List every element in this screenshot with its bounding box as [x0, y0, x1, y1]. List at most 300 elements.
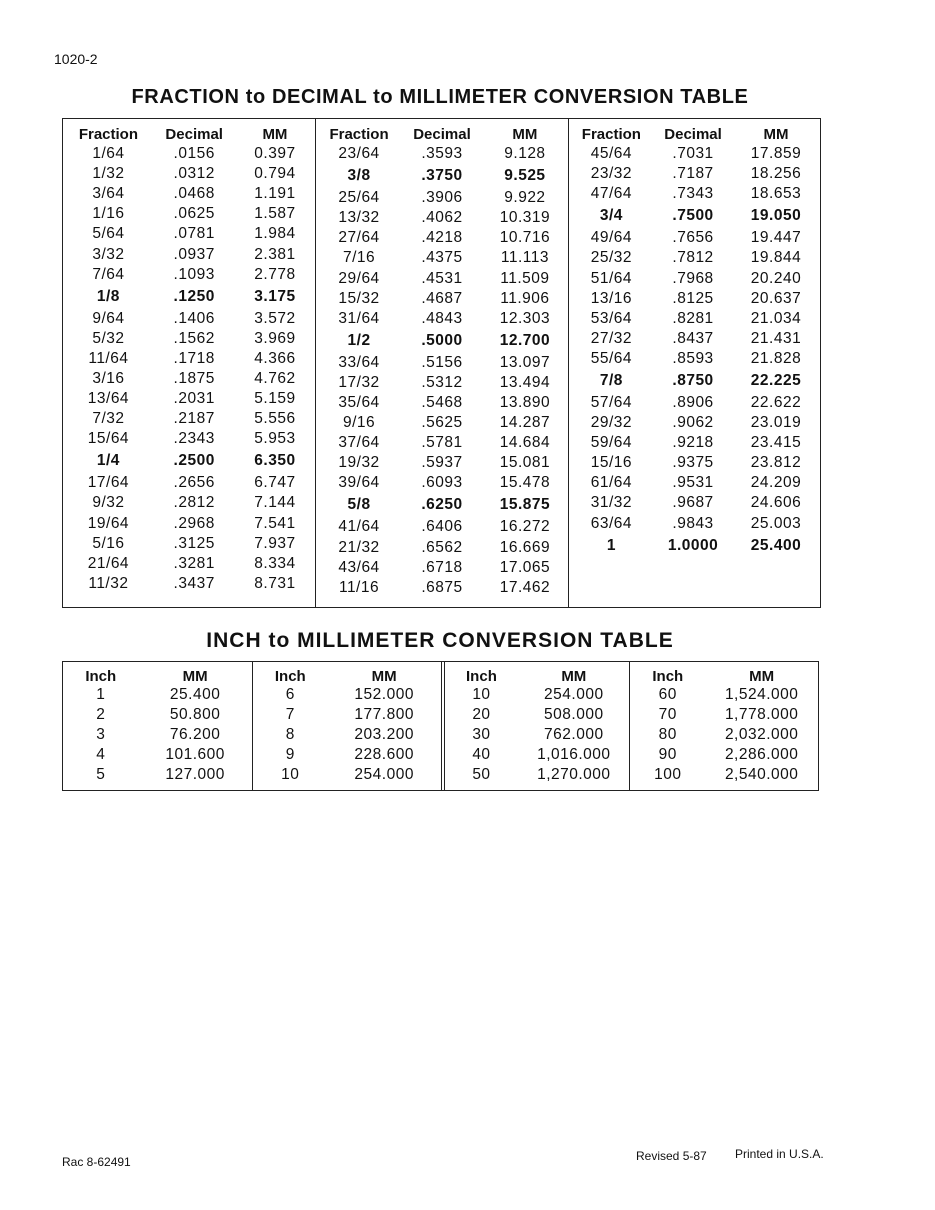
table-row: [569, 369, 820, 393]
decimal-cell: .0156: [173, 145, 215, 163]
decimal-cell: .4218: [421, 229, 463, 247]
table-row: [316, 433, 567, 453]
mm-cell: 0.794: [254, 165, 296, 183]
mm-cell: 19.844: [750, 249, 802, 267]
fraction-cell: 1: [606, 536, 616, 554]
fraction-cell: 39/64: [338, 474, 380, 492]
mm-cell: 2.778: [254, 265, 296, 283]
fraction-cell: 1/64: [92, 145, 125, 163]
fraction-cell: 21/32: [338, 538, 380, 556]
mm-cell: 7.937: [254, 534, 296, 552]
table-row: [253, 745, 441, 765]
mm-cell: 20.240: [750, 269, 802, 287]
table-row: [63, 184, 315, 204]
decimal-cell: .3281: [173, 554, 215, 572]
mm-cell: 16.272: [499, 518, 551, 536]
inch-column-block: [63, 662, 252, 790]
mm-cell: 23.812: [750, 454, 802, 472]
mm-cell: 13.890: [499, 393, 551, 411]
table-row: [316, 538, 567, 558]
fraction-cell: 19/32: [338, 454, 380, 472]
mm-cell: 11.906: [500, 289, 550, 307]
mm-cell: 24.606: [750, 494, 802, 512]
decimal-cell: .5312: [421, 373, 463, 391]
mm-cell: 10.319: [499, 209, 551, 227]
fraction-cell: 1/8: [96, 287, 120, 305]
fraction-cell: 5/16: [92, 534, 125, 552]
inch-cell: 50: [472, 766, 491, 783]
fraction-cell: 11/16: [338, 578, 380, 596]
fraction-cell: 15/16: [590, 454, 633, 472]
fraction-cell: 15/64: [87, 430, 130, 448]
decimal-cell: .4843: [421, 309, 463, 327]
fraction-cell: 5/8: [347, 496, 371, 514]
mm-cell: 1.587: [254, 205, 296, 223]
mm-cell: 18.653: [750, 185, 802, 203]
column-header-inch: Inch: [652, 667, 684, 685]
fraction-cell: 53/64: [590, 309, 633, 327]
inch-column-block: [441, 662, 630, 790]
mm-cell: 1.984: [254, 225, 296, 243]
mm-cell: 6.350: [254, 452, 296, 470]
decimal-cell: .5000: [421, 331, 463, 349]
table-row: [63, 705, 252, 725]
fraction-subtable: [316, 125, 567, 598]
table-row: [63, 514, 315, 534]
inch-column-block: [252, 662, 441, 790]
table-row: [63, 725, 252, 745]
column-header-mm: MM: [262, 126, 288, 143]
table-row: [63, 244, 315, 264]
table-row: [630, 685, 818, 705]
mm-cell: 177.800: [354, 706, 414, 723]
table-row: [630, 765, 818, 785]
fraction-cell: 5/32: [92, 329, 125, 347]
column-header-mm: MM: [749, 667, 775, 685]
fraction-cell: 37/64: [338, 434, 380, 452]
table-row: [316, 353, 567, 373]
decimal-cell: .0937: [173, 245, 215, 263]
decimal-cell: .3437: [173, 574, 215, 592]
decimal-cell: .6718: [421, 558, 463, 576]
decimal-cell: .5625: [421, 414, 463, 432]
decimal-cell: .6093: [421, 474, 463, 492]
fraction-cell: 5/64: [92, 225, 125, 243]
fraction-cell: 45/64: [590, 145, 633, 163]
inch-subtable: [63, 667, 252, 785]
decimal-cell: 1.0000: [667, 536, 719, 554]
page-number: 1020-2: [54, 51, 98, 67]
fraction-column-block: [568, 119, 820, 607]
printed-note: Printed in U.S.A.: [735, 1147, 824, 1161]
fraction-column-block: [63, 119, 315, 607]
table-row: [63, 349, 315, 369]
mm-cell: 4.762: [254, 369, 296, 387]
fraction-cell: 1/2: [347, 331, 371, 349]
inch-table-title: INCH to MILLIMETER CONVERSION TABLE: [206, 629, 674, 652]
table-row: [445, 705, 630, 725]
inch-cell: 8: [285, 726, 295, 743]
mm-cell: 762.000: [544, 726, 604, 743]
mm-cell: 1,016.000: [537, 746, 611, 763]
fraction-cell: 41/64: [338, 518, 380, 536]
table-row: [569, 184, 820, 204]
mm-cell: 21.034: [750, 309, 802, 327]
fraction-subtable: [569, 125, 820, 558]
mm-cell: 50.800: [169, 706, 221, 723]
fraction-cell: 27/32: [590, 329, 633, 347]
column-header-decimal: Decimal: [165, 126, 223, 143]
mm-cell: 203.200: [354, 726, 414, 743]
fraction-cell: 7/64: [92, 265, 125, 283]
decimal-cell: .2500: [173, 452, 215, 470]
revision-note: Revised 5-87: [636, 1149, 707, 1163]
mm-cell: 5.556: [254, 410, 296, 428]
mm-cell: 152.000: [354, 686, 414, 703]
table-row: [63, 429, 315, 449]
mm-cell: 25.400: [169, 686, 221, 703]
table-row: [253, 685, 441, 705]
mm-cell: 17.462: [499, 578, 551, 596]
table-row: [63, 389, 315, 409]
mm-cell: 2.381: [254, 245, 296, 263]
mm-cell: 25.003: [750, 514, 802, 532]
table-row: [316, 453, 567, 473]
table-row: [316, 413, 567, 433]
column-header-decimal: Decimal: [664, 126, 722, 143]
mm-cell: 21.828: [750, 349, 802, 367]
table-row: [63, 574, 315, 594]
inch-cell: 80: [658, 726, 677, 743]
table-row: [569, 453, 820, 473]
fraction-cell: 17/64: [87, 474, 130, 492]
mm-cell: 9.128: [504, 145, 546, 163]
decimal-cell: .3593: [421, 145, 463, 163]
mm-cell: 1.191: [254, 185, 296, 203]
mm-cell: 2,286.000: [724, 746, 799, 763]
table-row: [316, 578, 567, 598]
table-row: [630, 725, 818, 745]
fraction-cell: 55/64: [590, 349, 633, 367]
document-number: Rac 8-62491: [62, 1155, 131, 1169]
table-row: [569, 204, 820, 228]
decimal-cell: .7500: [672, 207, 714, 225]
table-row: [569, 289, 820, 309]
decimal-cell: .8281: [672, 309, 714, 327]
mm-cell: 2,032.000: [724, 726, 799, 743]
column-header-mm: MM: [182, 667, 208, 685]
fraction-cell: 51/64: [590, 269, 633, 287]
decimal-cell: .9218: [672, 434, 714, 452]
decimal-cell: .2812: [173, 494, 215, 512]
decimal-cell: .5937: [421, 454, 463, 472]
table-row: [569, 329, 820, 349]
table-row: [63, 369, 315, 389]
mm-cell: 15.478: [499, 474, 551, 492]
table-row: [569, 228, 820, 248]
decimal-cell: .8906: [672, 393, 714, 411]
mm-cell: 17.065: [499, 558, 551, 576]
inch-subtable: [445, 667, 630, 785]
table-row: [63, 685, 252, 705]
decimal-cell: .1093: [173, 265, 215, 283]
column-header-fraction: Fraction: [581, 126, 641, 143]
table-row: [316, 208, 567, 228]
mm-cell: 16.669: [499, 538, 551, 556]
decimal-cell: .7968: [672, 269, 714, 287]
mm-cell: 22.225: [750, 371, 802, 389]
decimal-cell: .6406: [421, 518, 463, 536]
table-row: [316, 268, 567, 288]
mm-cell: 14.684: [499, 434, 551, 452]
table-row: [569, 164, 820, 184]
inch-cell: 60: [658, 686, 677, 703]
column-header-inch: Inch: [274, 667, 306, 685]
mm-cell: 5.159: [254, 390, 296, 408]
mm-cell: 13.494: [499, 373, 551, 391]
table-row: [316, 248, 567, 268]
mm-cell: 3.969: [254, 329, 296, 347]
inch-cell: 7: [285, 706, 295, 723]
mm-cell: 21.431: [750, 329, 802, 347]
inch-cell: 3: [96, 726, 106, 743]
table-row: [316, 493, 567, 517]
decimal-cell: .2031: [173, 390, 215, 408]
mm-cell: 1,778.000: [724, 706, 799, 723]
mm-cell: 13.097: [499, 353, 551, 371]
table-row: [569, 393, 820, 413]
table-row: [569, 473, 820, 493]
inch-cell: 40: [472, 746, 491, 763]
table-row: [445, 685, 630, 705]
table-row: [316, 473, 567, 493]
decimal-cell: .6562: [421, 538, 463, 556]
fraction-cell: 3/8: [347, 167, 371, 185]
table-row: [569, 493, 820, 513]
mm-cell: 1,524.000: [724, 686, 799, 703]
table-row: [316, 393, 567, 413]
mm-cell: 19.050: [750, 207, 802, 225]
fraction-cell: 13/16: [590, 289, 633, 307]
mm-cell: 7.541: [254, 514, 296, 532]
table-row: [63, 449, 315, 473]
fraction-cell: 1/16: [92, 205, 125, 223]
decimal-cell: .9843: [672, 514, 714, 532]
fraction-cell: 9/32: [92, 494, 125, 512]
decimal-cell: .3906: [421, 189, 463, 207]
table-row: [569, 514, 820, 534]
table-row: [569, 349, 820, 369]
table-row: [316, 329, 567, 353]
table-row: [569, 413, 820, 433]
fraction-subtable: [63, 125, 315, 594]
decimal-cell: .0468: [173, 185, 215, 203]
mm-cell: 7.144: [254, 494, 296, 512]
table-row: [316, 144, 567, 164]
fraction-cell: 1/4: [96, 452, 120, 470]
fraction-cell: 25/32: [590, 249, 633, 267]
fraction-cell: 33/64: [338, 353, 380, 371]
decimal-cell: .9062: [672, 414, 714, 432]
fraction-cell: 7/8: [599, 371, 623, 389]
column-header-decimal: Decimal: [413, 126, 471, 143]
mm-cell: 508.000: [544, 706, 604, 723]
table-row: [63, 534, 315, 554]
mm-cell: 22.622: [750, 393, 802, 411]
table-row: [253, 725, 441, 745]
mm-cell: 19.447: [750, 229, 802, 247]
table-row: [630, 705, 818, 725]
decimal-cell: .5468: [421, 393, 463, 411]
decimal-cell: .8750: [672, 371, 714, 389]
inch-cell: 30: [472, 726, 491, 743]
fraction-cell: 47/64: [590, 185, 633, 203]
decimal-cell: .9375: [672, 454, 714, 472]
decimal-cell: .1875: [173, 369, 215, 387]
column-header-fraction: Fraction: [78, 126, 138, 143]
inch-cell: 90: [658, 746, 677, 763]
table-row: [63, 285, 315, 309]
fraction-cell: 11/64: [88, 349, 129, 367]
decimal-cell: .8593: [672, 349, 714, 367]
decimal-cell: .6875: [421, 578, 463, 596]
fraction-cell: 23/32: [590, 165, 633, 183]
decimal-cell: .0625: [173, 205, 215, 223]
inch-conversion-table: [62, 661, 819, 791]
fraction-cell: 49/64: [590, 229, 633, 247]
decimal-cell: .9687: [672, 494, 714, 512]
mm-cell: 76.200: [169, 726, 221, 743]
column-header-inch: Inch: [466, 667, 497, 685]
mm-cell: 20.637: [750, 289, 802, 307]
mm-cell: 5.953: [254, 430, 296, 448]
table-row: [253, 705, 441, 725]
fraction-cell: 63/64: [590, 514, 633, 532]
inch-cell: 100: [654, 766, 682, 783]
decimal-cell: .4062: [421, 209, 463, 227]
fraction-cell: 35/64: [338, 393, 380, 411]
decimal-cell: .2343: [173, 430, 215, 448]
decimal-cell: .5156: [421, 353, 463, 371]
fraction-table-title: FRACTION to DECIMAL to MILLIMETER CONVERSION TABLE: [131, 86, 749, 108]
table-row: [445, 765, 630, 785]
table-row: [316, 228, 567, 248]
fraction-cell: 59/64: [590, 434, 633, 452]
decimal-cell: .5781: [421, 434, 463, 452]
inch-cell: 10: [281, 766, 300, 783]
fraction-conversion-table: [62, 118, 821, 608]
table-row: [445, 725, 630, 745]
table-row: [316, 373, 567, 393]
table-row: [63, 493, 315, 513]
table-row: [569, 433, 820, 453]
decimal-cell: .7812: [672, 249, 714, 267]
decimal-cell: .8125: [672, 289, 714, 307]
fraction-cell: 3/32: [92, 245, 125, 263]
mm-cell: 11.113: [500, 249, 549, 267]
mm-cell: 17.859: [750, 145, 802, 163]
table-row: [63, 144, 315, 164]
table-row: [569, 248, 820, 268]
table-row: [63, 473, 315, 493]
column-header-mm: MM: [561, 667, 587, 685]
table-row: [316, 558, 567, 578]
mm-cell: 8.731: [254, 574, 296, 592]
decimal-cell: .9531: [672, 474, 714, 492]
inch-cell: 2: [96, 706, 106, 723]
fraction-cell: 27/64: [338, 229, 380, 247]
table-row: [63, 329, 315, 349]
table-row: [253, 765, 441, 785]
inch-subtable: [630, 667, 818, 785]
mm-cell: 15.875: [499, 496, 551, 514]
decimal-cell: .2968: [173, 514, 215, 532]
decimal-cell: .2656: [173, 474, 215, 492]
fraction-cell: 57/64: [590, 393, 633, 411]
decimal-cell: .0312: [173, 165, 215, 183]
decimal-cell: .7187: [672, 165, 714, 183]
inch-cell: 1: [96, 686, 106, 703]
fraction-cell: 43/64: [338, 558, 380, 576]
table-row: [316, 188, 567, 208]
column-header-mm: MM: [371, 667, 397, 685]
decimal-cell: .8437: [672, 329, 714, 347]
mm-cell: 23.415: [750, 434, 802, 452]
fraction-cell: 17/32: [338, 373, 380, 391]
table-row: [316, 164, 567, 188]
mm-cell: 24.209: [750, 474, 802, 492]
fraction-cell: 9/64: [92, 309, 125, 327]
fraction-cell: 1/32: [92, 165, 125, 183]
mm-cell: 9.922: [504, 189, 546, 207]
inch-cell: 9: [285, 746, 295, 763]
mm-cell: 12.303: [499, 309, 551, 327]
mm-cell: 2,540.000: [724, 766, 799, 783]
fraction-cell: 29/64: [338, 269, 380, 287]
inch-cell: 6: [285, 686, 295, 703]
fraction-cell: 3/16: [92, 369, 125, 387]
mm-cell: 0.397: [254, 145, 296, 163]
decimal-cell: .2187: [173, 410, 215, 428]
decimal-cell: .7031: [672, 145, 714, 163]
fraction-cell: 11/32: [88, 574, 129, 592]
table-row: [63, 765, 252, 785]
table-row: [316, 517, 567, 537]
decimal-cell: .3750: [421, 167, 463, 185]
mm-cell: 6.747: [254, 474, 296, 492]
decimal-cell: .1562: [173, 329, 215, 347]
decimal-cell: .1718: [173, 349, 215, 367]
fraction-cell: 21/64: [87, 554, 130, 572]
fraction-column-block: [315, 119, 567, 607]
table-row: [630, 745, 818, 765]
inch-subtable: [253, 667, 441, 785]
table-row: [63, 309, 315, 329]
table-row: [316, 309, 567, 329]
mm-cell: 1,270.000: [537, 766, 611, 783]
table-row: [63, 224, 315, 244]
table-row: [63, 409, 315, 429]
table-row: [569, 268, 820, 288]
fraction-cell: 3/64: [92, 185, 125, 203]
inch-cell: 70: [658, 706, 677, 723]
mm-cell: 11.509: [500, 269, 550, 287]
table-row: [63, 554, 315, 574]
fraction-cell: 61/64: [590, 474, 633, 492]
inch-cell: 10: [472, 686, 491, 703]
column-header-mm: MM: [512, 126, 538, 143]
fraction-cell: 13/64: [87, 390, 130, 408]
